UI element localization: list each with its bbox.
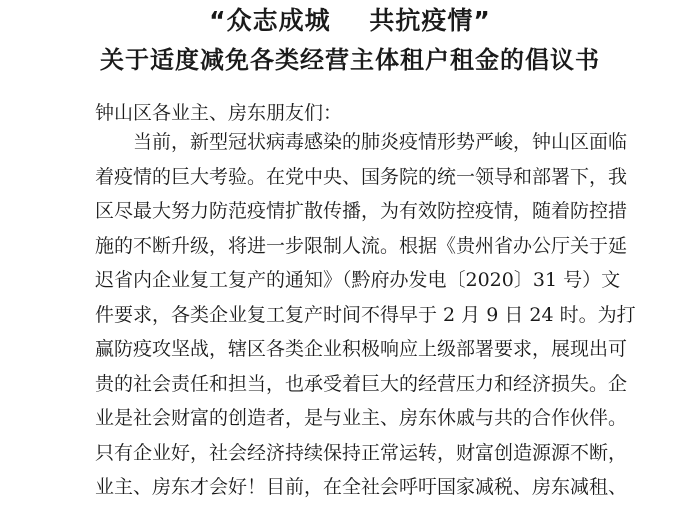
body-line: 迟省内企业复工复产的通知》（黔府办发电〔2020〕31 号）文 — [95, 269, 621, 291]
document-title: 关于适度减免各类经营主体租户租金的倡议书 — [100, 46, 600, 74]
document-title-slogan: “众志成城 共抗疫情” — [209, 6, 491, 35]
body-line: 区尽最大努力防范疫情扩散传播，为有效防控疫情，随着防控措 — [95, 200, 628, 222]
body-line: 业是社会财富的创造者，是与业主、房东休戚与共的合作伙伴。 — [95, 407, 628, 429]
body-line: 着疫情的巨大考验。在党中央、国务院的统一领导和部署下，我 — [95, 165, 628, 188]
body-line: 件要求，各类企业复工复产时间不得早于 2 月 9 日 24 时。为打 — [95, 303, 636, 326]
body-line: 业主、房东才会好！目前，在全社会呼吁国家减税、房东减租、 — [95, 476, 628, 498]
body-line: 施的不断升级，将进一步限制人流。根据《贵州省办公厅关于延 — [95, 234, 628, 257]
body-paragraph — [95, 125, 636, 505]
body-line: 贵的社会责任和担当，也承受着巨大的经营压力和经济损失。企 — [95, 372, 628, 395]
body-line: 赢防疫攻坚战，辖区各类企业积极响应上级部署要求，展现出可 — [95, 338, 628, 360]
body-line: 当前，新型冠状病毒感染的肺炎疫情形势严峻，钟山区面临 — [133, 131, 628, 153]
body-line: 只有企业好，社会经济持续保持正常运转，财富创造源源不断， — [95, 441, 628, 464]
salutation: 钟山区各业主、房东朋友们： — [95, 102, 343, 124]
